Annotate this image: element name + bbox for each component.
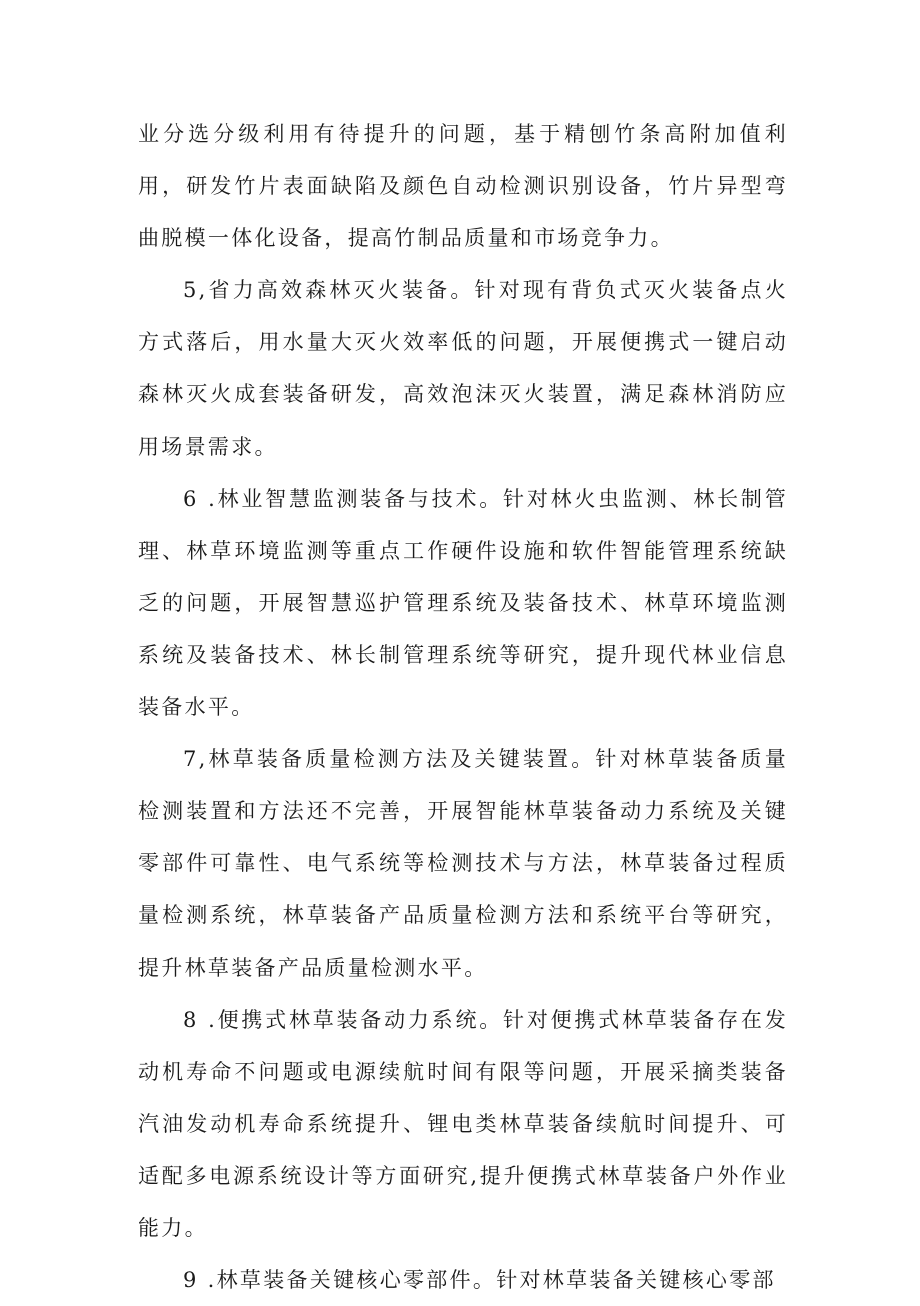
paragraph-item-9: 9 .林草装备关键核心零部件。针对林草装备关键核心零部	[183, 1268, 776, 1293]
paragraph-item-6: 6 .林业智慧监测装备与技术。针对林火虫监测、林长制管理、林草环境监测等重点工作硬件设施和软件智能管理系统缺乏的问题，开展智慧巡护管理系统及装备技术、林草环境监测系统及装备技术、林长制管理系统等研究，提升现代林业信息装备水平。	[138, 486, 788, 720]
paragraph-item-5: 5,省力高效森林灭火装备。针对现有背负式灭火装备点火方式落后，用水量大灭火效率低的问题，开展便携式一键启动森林灭火成套装备研发，高效泡沫灭火装置，满足森林消防应用场景需求。	[138, 278, 788, 459]
paragraph-continuation: 业分选分级利用有待提升的问题，基于精刨竹条高附加值利用，研发竹片表面缺陷及颜色自动检测识别设备，竹片异型弯曲脱模一体化设备，提高竹制品质量和市场竞争力。	[138, 122, 788, 251]
document-body	[138, 108, 788, 1306]
paragraph-item-8: 8 .便携式林草装备动力系统。针对便携式林草装备存在发动机寿命不问题或电源续航时间有限等问题，开展采摘类装备汽油发动机寿命系统提升、锂电类林草装备续航时间提升、可适配多电源系统设计等方面研究,提升便携式林草装备户外作业能力。	[138, 1007, 788, 1240]
paragraph-item-7: 7,林草装备质量检测方法及关键装置。针对林草装备质量检测装置和方法还不完善，开展智能林草装备动力系统及关键零部件可靠性、电气系统等检测技术与方法，林草装备过程质量检测系统，林草装备产品质量检测方法和系统平台等研究，提升林草装备产品质量检测水平。	[138, 747, 788, 980]
